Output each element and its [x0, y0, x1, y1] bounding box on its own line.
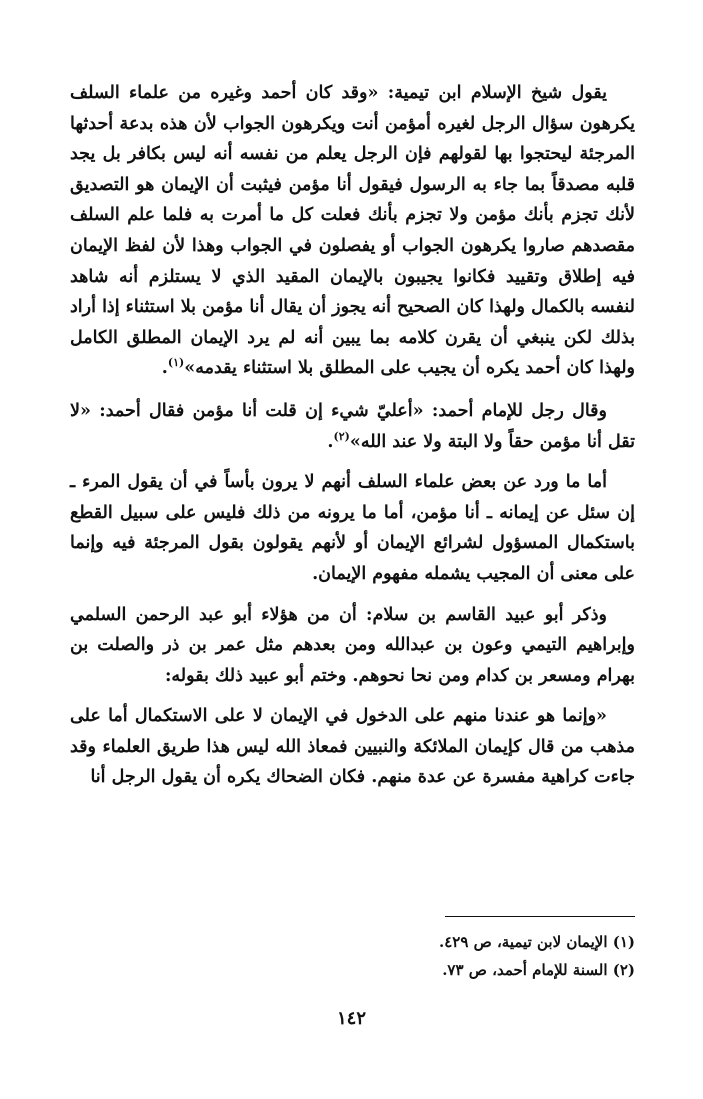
- paragraph-text: يقول شيخ الإسلام ابن تيمية: «وقد كان أحمد وغيره من علماء السلف يكرهون سؤال الرجل لغيره أمؤمن أنت ويكرهون الجواب لأن هذه بدعة أحدثها المرجئة ليحتجوا بها لقولهم فإن الرجل يعلم من نفسه أنه ليس بكافر بل يجد قلبه مصدقاً بما جاء به الرسول فيقول أنا مؤمن فيثبت أن الإيمان هو التصديق لأنك تجزم بأنك مؤمن ولا تجزم بأنك فعلت كل ما أمرت به فلما علم السلف مقصدهم صاروا يكرهون الجواب أو يفصلون في الجواب وهذا لأن لفظ الإيمان فيه إطلاق وتقييد فكانوا يجيبون بالإيمان المقيد الذي لا يستلزم أنه شاهد لنفسه بالكمال ولهذا كان الصحيح أنه يجوز أن يقال أنا مؤمن بلا استثناء إذا أراد بذلك لكن ينبغي أن يقرن كلامه بما يبين أنه لم يرد الإيمان المطلق الكامل ولهذا كان أحمد يكره أن يجيب على المطلق بلا استثناء يقدمه»: [70, 83, 635, 379]
- paragraph-text: وذكر أبو عبيد القاسم بن سلام: أن من هؤلاء أبو عبد الرحمن السلمي وإبراهيم التيمي وعون بن عبدالله ومن بعدهم مثل عمر بن ذر والصلت بن بهرام ومسعر بن كدام ومن نحا نحوهم. وختم أبو عبيد ذلك بقوله:: [70, 604, 635, 686]
- paragraph-text: وقال رجل للإمام أحمد: «أعليّ شيء إن قلت أنا مؤمن فقال أحمد: «لا تقل أنا مؤمن حقاً ولا البتة ولا عند الله»: [70, 400, 635, 452]
- paragraph-ibn-taymiyyah-quote: [70, 78, 635, 384]
- paragraph-abu-ubaid: [70, 600, 635, 692]
- paragraph-imam-ahmad: [70, 396, 635, 457]
- paragraph-tail: .: [161, 358, 168, 379]
- paragraph-salaf-view: [70, 467, 635, 589]
- paragraph-text: أما ما ورد عن بعض علماء السلف أنهم لا يرون بأساً في أن يقول المرء ـ إن سئل عن إيمانه ـ أنا مؤمن، أما ما يرونه من ذلك فليس على سبيل القطع باستكمال المسؤول لشرائع الإيمان أو لأنهم يقولون بقول المرجئة فيه وإنما على معنى أن المجيب يشمله مفهوم الإيمان.: [70, 472, 635, 584]
- page-number: ١٤٢: [336, 1008, 366, 1029]
- footnote-1: (١) الإيمان لابن تيمية، ص ٤٢٩.: [438, 933, 635, 951]
- paragraph-text: «وإنما هو عندنا منهم على الدخول في الإيمان لا على الاستكمال أما على مذهب من قال كإيمان الملائكة والنبيين فمعاذ الله ليس هذا طريق العلماء وقد جاءت كراهية مفسرة عن عدة منهم. فكان الضحاك يكره أن يقول الرجل أنا: [70, 706, 635, 788]
- footnote-2: (٢) السنة للإمام أحمد، ص ٧٣.: [442, 961, 635, 979]
- footnote-ref-1: (١): [167, 356, 185, 370]
- footnote-divider: [445, 916, 635, 917]
- paragraph-tail: .: [327, 431, 334, 452]
- footnotes: [70, 928, 635, 984]
- paragraph-abu-ubaid-quote: [70, 701, 635, 793]
- footnote-ref-2: (٢): [333, 429, 350, 443]
- main-text: [70, 78, 635, 803]
